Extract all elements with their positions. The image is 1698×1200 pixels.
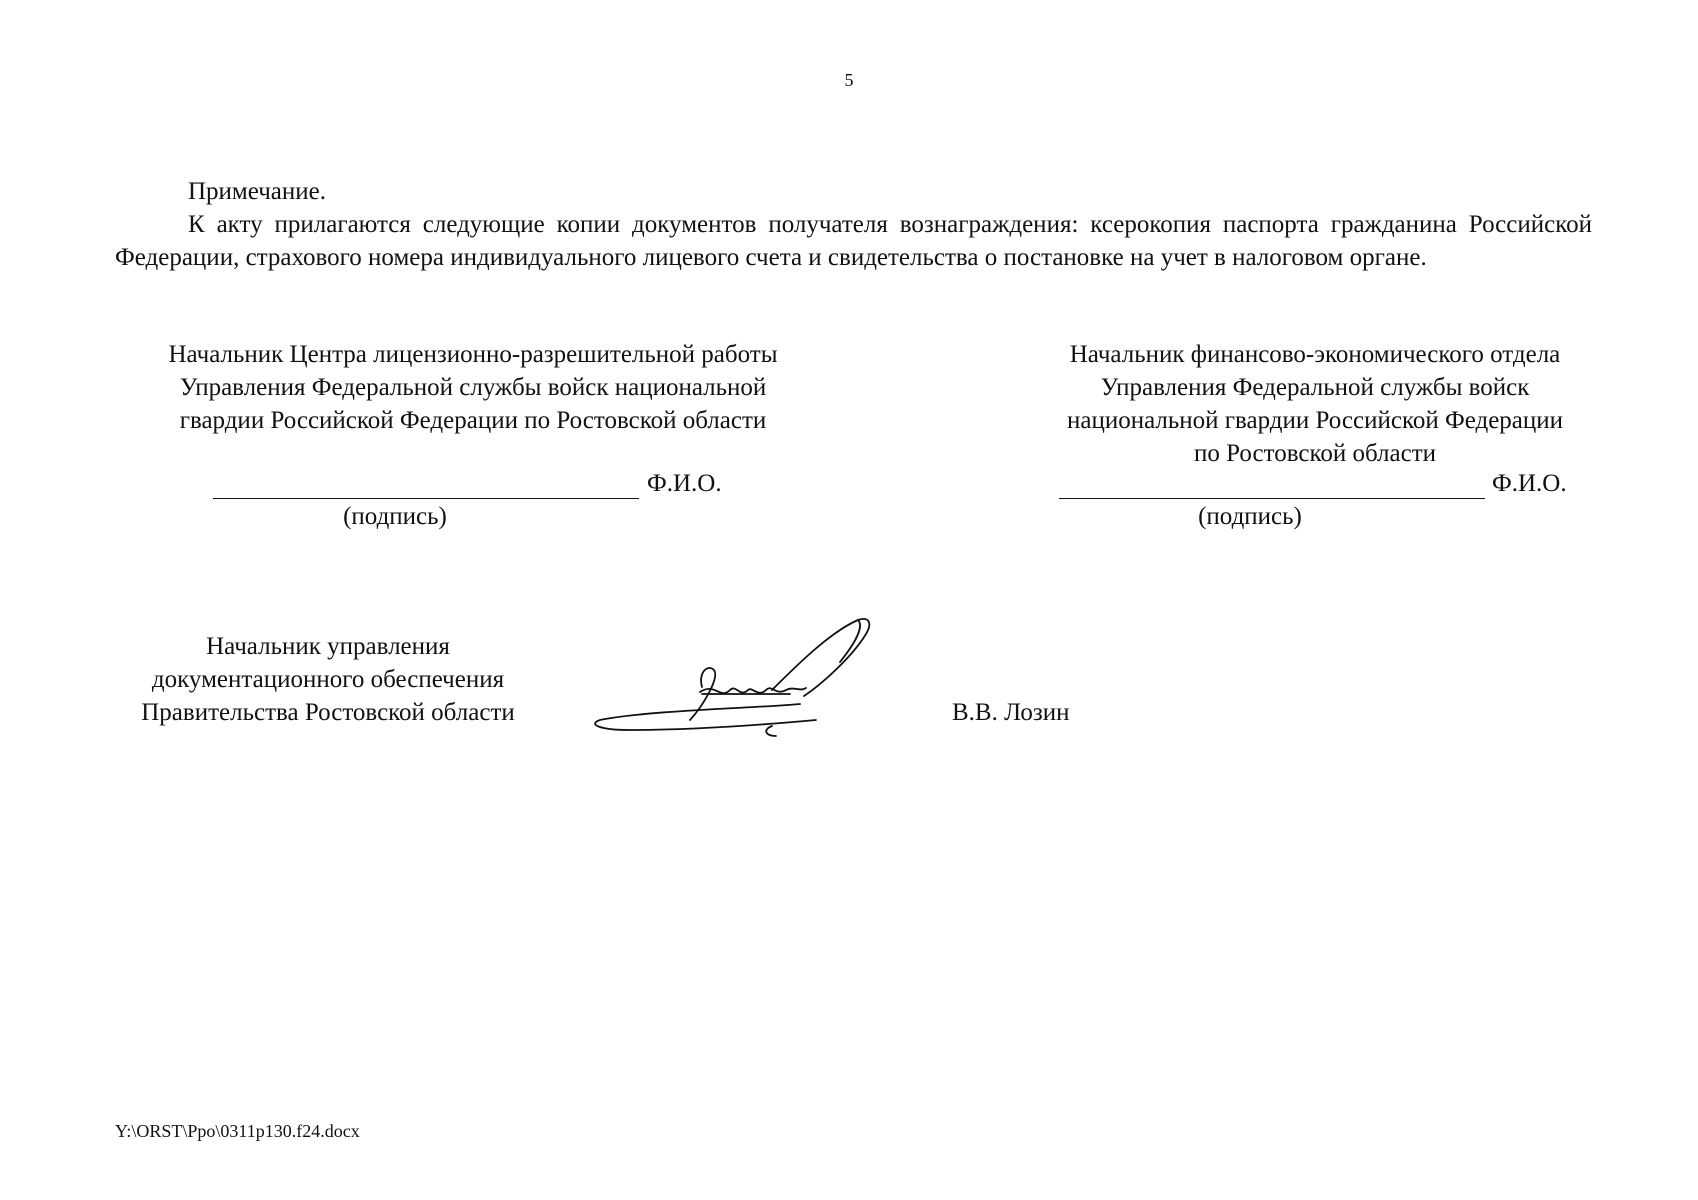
right-name-placeholder: Ф.И.О. [1492, 470, 1567, 497]
left-signature-line [213, 498, 639, 499]
footer-file-path: Y:\ORST\Ppo\0311p130.f24.docx [115, 1121, 360, 1141]
left-name-placeholder: Ф.И.О. [647, 470, 722, 497]
right-signature-line [1059, 498, 1485, 499]
note-title: Примечание. [188, 178, 327, 205]
left-signature-caption: (подпись) [343, 503, 447, 530]
right-signature-caption: (подпись) [1198, 503, 1302, 530]
head-title: Начальник управления документационного обеспечения Правительства Ростовской области [141, 633, 515, 726]
right-signatory-title: Начальник финансово-экономического отдела Управления Федеральной службы войск национальной гвардии Российской Федерации по Ростовской области [1066, 341, 1564, 467]
handwritten-signature [590, 612, 930, 777]
page-number: 5 [844, 70, 854, 90]
note-body: К акту прилагаются следующие копии документов получателя вознаграждения: ксерокопия паспорта гражданина Российской Федерации, страхового номера индивидуального лицевого счета и свидетельства о постановке на учет в налоговом органе. [115, 211, 1592, 271]
head-name: В.В. Лозин [952, 699, 1070, 726]
left-signatory-title: Начальник Центра лицензионно-разрешительной работы Управления Федеральной службы войск национальной гвардии Российской Федерации по Ростовской области [168, 341, 778, 434]
